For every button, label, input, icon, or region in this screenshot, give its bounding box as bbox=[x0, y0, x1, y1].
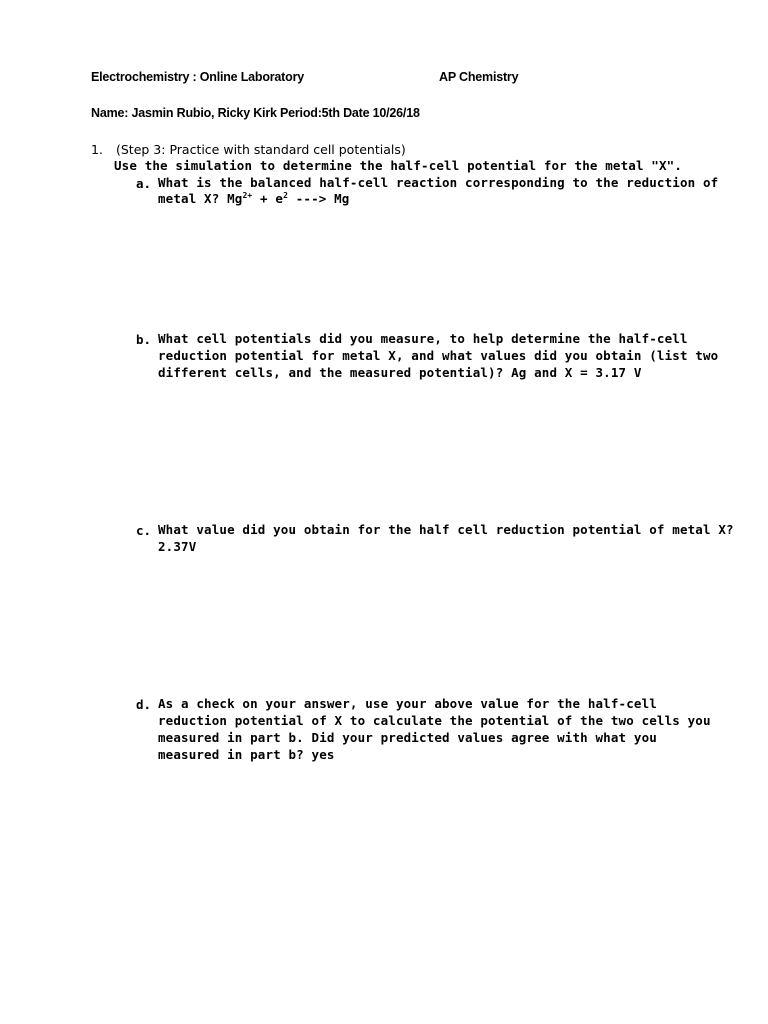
part-a-answer-prefix: metal X? Mg bbox=[158, 191, 243, 206]
document-title: Electrochemistry : Online Laboratory bbox=[91, 70, 304, 84]
part-a-answer-middle: + e bbox=[252, 191, 284, 206]
superscript-electrons: 2 bbox=[283, 191, 289, 200]
student-info-line: Name: Jasmin Rubio, Ricky Kirk Period:5th Date 10/26/18 bbox=[91, 106, 420, 120]
part-a-line2 bbox=[158, 191, 349, 208]
part-d-line1: As a check on your answer, use your above value for the half-cell bbox=[158, 696, 657, 711]
part-d-label: d. bbox=[136, 697, 152, 712]
part-d-line3: measured in part b. Did your predicted values agree with what you bbox=[158, 730, 657, 745]
superscript-charge: 2+ bbox=[242, 191, 253, 200]
course-name: AP Chemistry bbox=[439, 70, 519, 84]
part-b-label: b. bbox=[136, 332, 152, 347]
question-instruction: Use the simulation to determine the half-cell potential for the metal "X". bbox=[114, 158, 682, 173]
question-step: (Step 3: Practice with standard cell potentials) bbox=[116, 142, 406, 157]
part-a-answer-suffix: ---> Mg bbox=[288, 191, 350, 206]
part-d-line4: measured in part b? yes bbox=[158, 747, 335, 762]
part-b-line2: reduction potential for metal X, and what values did you obtain (list two bbox=[158, 348, 719, 363]
part-c-answer: 2.37V bbox=[158, 539, 197, 554]
part-a-label: a. bbox=[136, 176, 152, 191]
part-b-line1: What cell potentials did you measure, to help determine the half-cell bbox=[158, 331, 688, 346]
part-b-line3: different cells, and the measured potential)? Ag and X = 3.17 V bbox=[158, 365, 642, 380]
part-d-line2: reduction potential of X to calculate the potential of the two cells you bbox=[158, 713, 711, 728]
part-c-label: c. bbox=[136, 523, 152, 538]
part-c-line1: What value did you obtain for the half cell reduction potential of metal X? bbox=[158, 522, 734, 537]
part-a-line1: What is the balanced half-cell reaction corresponding to the reduction of bbox=[158, 175, 719, 190]
question-number: 1. bbox=[91, 142, 103, 157]
